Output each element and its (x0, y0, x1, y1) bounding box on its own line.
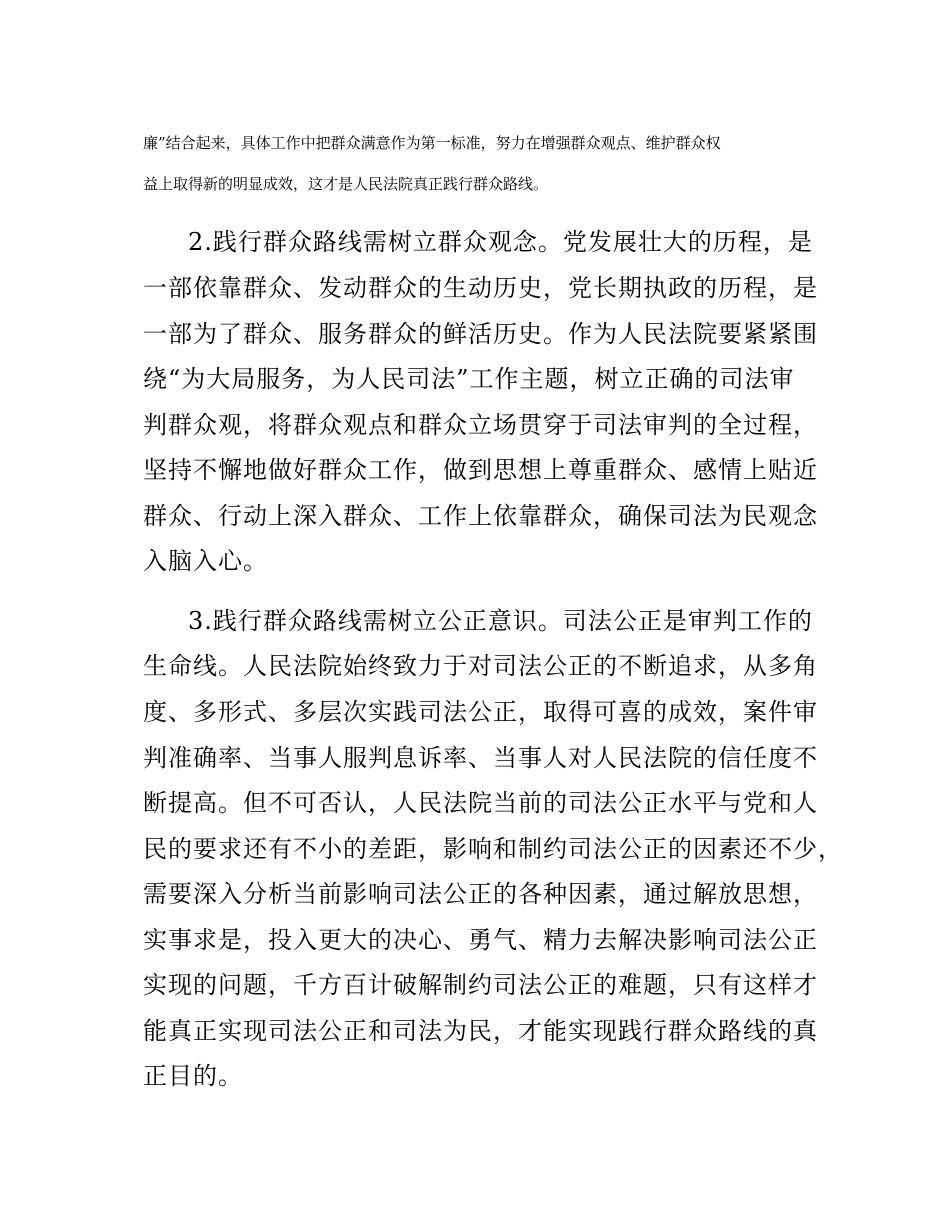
section3-line-8: 实事求是，投入更大的决心、勇气、精力去解决影响司法公正 (143, 926, 818, 954)
section2-line-6: 坚持不懈地做好群众工作，做到思想上尊重群众、感情上贴近 (143, 456, 818, 484)
section2-line-8: 入脑入心。 (143, 547, 268, 575)
section3-line-2: 生命线。人民法院始终致力于对司法公正的不断追求，从多角 (143, 652, 818, 680)
section3-line-9: 实现的问题，千方百计破解制约司法公正的难题，只有这样才 (143, 971, 818, 999)
section3-line-7: 需要深入分析当前影响司法公正的各种因素，通过解放思想， (143, 880, 818, 908)
section3-line-3: 度、多形式、多层次实践司法公正，取得可喜的成效，案件审 (143, 698, 818, 726)
intro-line-1: 廉”结合起来，具体工作中把群众满意作为第一标准，努力在增强群众观点、维护群众权 (143, 134, 721, 152)
section2-line-4: 绕“为大局服务，为人民司法”工作主题，树立正确的司法审 (143, 365, 795, 393)
section2-line-1: 2.践行群众路线需树立群众观念。党发展壮大的历程，是 (188, 228, 813, 256)
section2-line-3: 一部为了群众、服务群众的鲜活历史。作为人民法院要紧紧围 (143, 320, 818, 348)
section3-line-10: 能真正实现司法公正和司法为民，才能实现践行群众路线的真 (143, 1017, 818, 1045)
section2-line-5: 判群众观，将群众观点和群众立场贯穿于司法审判的全过程， (143, 411, 818, 439)
section2-line-2: 一部依靠群众、发动群众的生动历史，党长期执政的历程，是 (143, 274, 818, 302)
section2-line-7: 群众、行动上深入群众、工作上依靠群众，确保司法为民观念 (143, 502, 818, 530)
section3-line-6: 民的要求还有不小的差距，影响和制约司法公正的因素还不少， (143, 835, 843, 863)
section3-line-11: 正目的。 (143, 1062, 243, 1090)
section3-line-1: 3.践行群众路线需树立公正意识。司法公正是审判工作的 (188, 607, 813, 635)
section3-line-5: 断提高。但不可否认，人民法院当前的司法公正水平与党和人 (143, 789, 818, 817)
intro-line-2: 益上取得新的明显成效，这才是人民法院真正践行群众路线。 (143, 175, 549, 193)
section3-line-4: 判准确率、当事人服判息诉率、当事人对人民法院的信任度不 (143, 744, 818, 772)
